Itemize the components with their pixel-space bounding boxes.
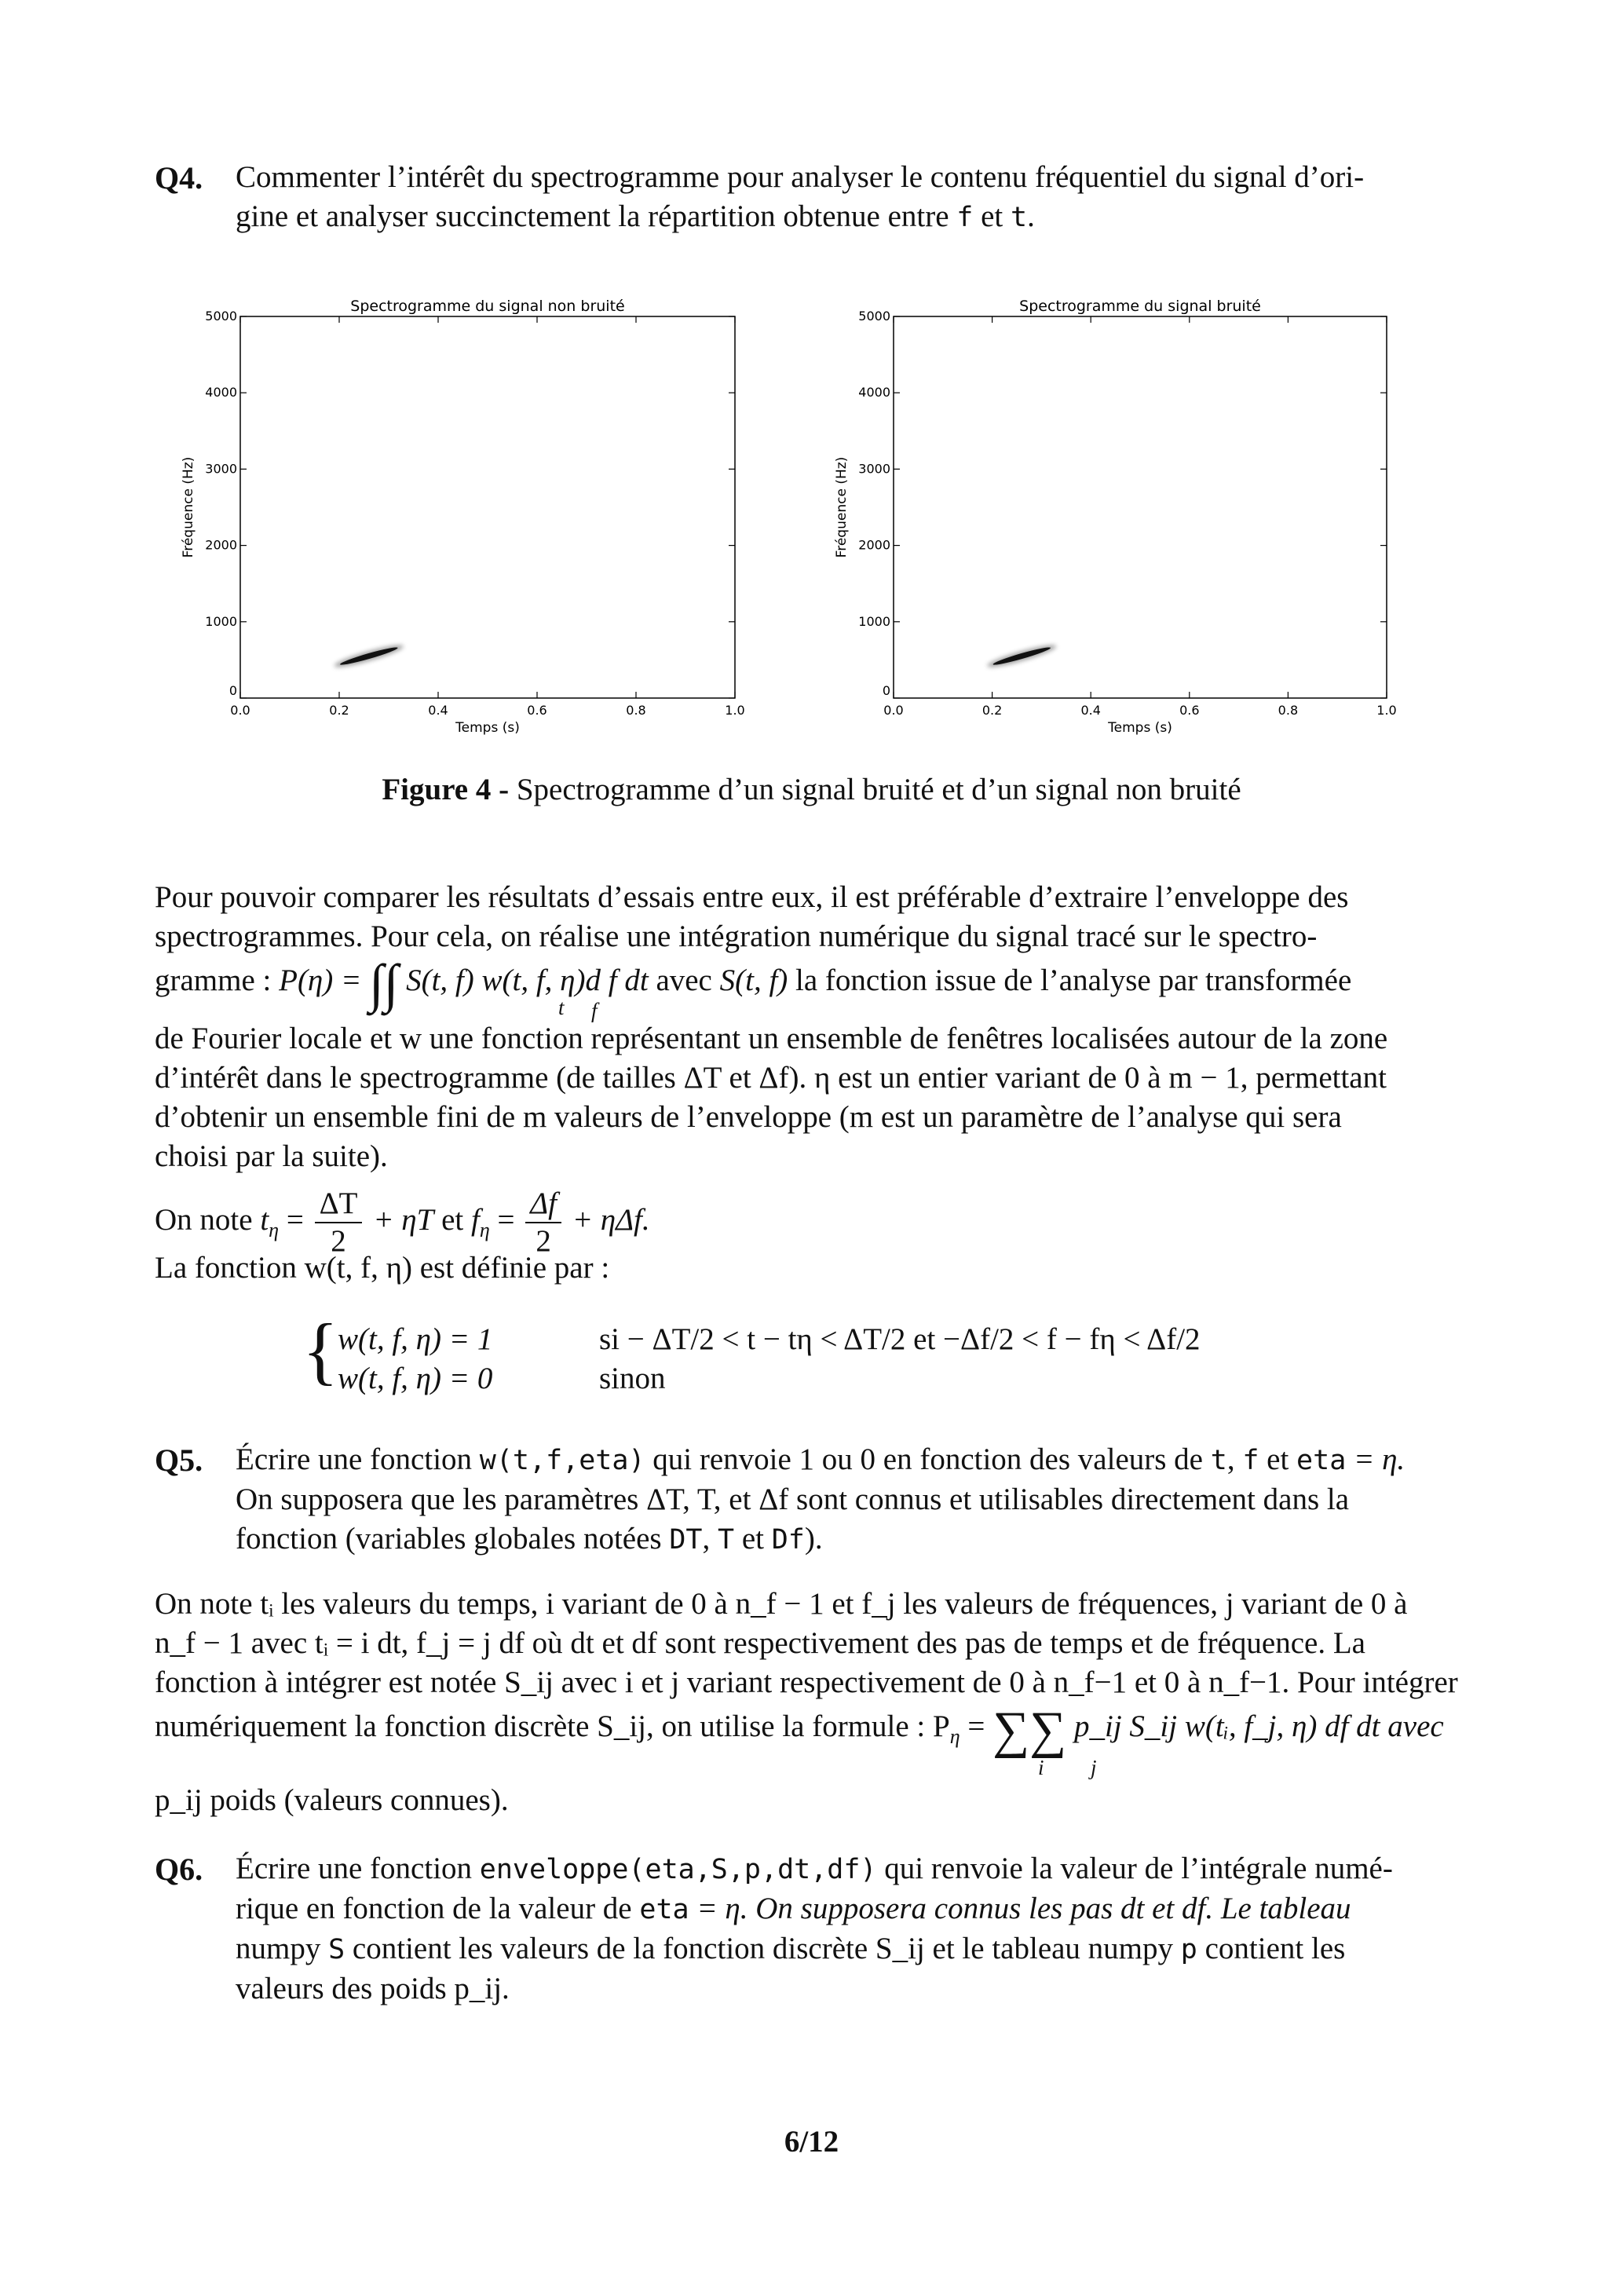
x-axis-label: Temps (s) xyxy=(455,720,520,736)
q6-line4: valeurs des poids p_ij. xyxy=(236,1972,510,2005)
y-tick-label: 5000 xyxy=(205,309,237,324)
plot-frame xyxy=(894,316,1387,698)
q6-line2: rique en fonction de la valeur de eta = η. On supposera connus les pas dt et df. Le tableau xyxy=(236,1892,1351,1925)
sum-index-i: i xyxy=(1038,1756,1044,1779)
p1-line7: choisi par la suite). xyxy=(155,1139,388,1173)
y-tick-label: 0 xyxy=(882,683,890,698)
left-brace: { xyxy=(302,1308,339,1392)
x-tick-label: 0.6 xyxy=(1179,703,1200,718)
p2-line4: numériquement la fonction discrète S_ij, on utilise la formule : $P_\eta$ = ∑∑ p_ij S_ij w(tᵢ, f_j, η) df dt avec i j xyxy=(155,1702,1444,1779)
p1-line6: d’obtenir un ensemble fini de m valeurs de l’enveloppe (m est un paramètre de l’analyse qui sera xyxy=(155,1100,1342,1134)
plot-frame xyxy=(240,316,735,698)
x-tick-label: 0.0 xyxy=(230,703,250,718)
case1-lhs: w(t, f, η) = 1 xyxy=(338,1322,493,1356)
fraction-df-over-2: $\frac{\Delta f}{2}$ xyxy=(525,1186,561,1260)
integral-limit-t: t xyxy=(558,996,565,1019)
paragraph-envelope xyxy=(155,878,1468,1176)
note-t-eta-f-eta: On note $t_\eta$ = $\frac{\Delta T}{2}$ + ηT et $f_\eta$ = $\frac{\Delta f}{2}$ + ηΔf. xyxy=(155,1186,650,1258)
question-number-q4: Q4. xyxy=(155,160,203,196)
y-tick-label: 1000 xyxy=(205,613,237,629)
p1-line2: spectrogrammes. Pour cela, on réalise une intégration numérique du signal tracé sur le spectro- xyxy=(155,919,1318,953)
sum-index-j: j xyxy=(1091,1756,1097,1779)
x-tick-label: 0.2 xyxy=(329,703,349,718)
y-tick-label: 3000 xyxy=(858,461,890,477)
x-tick-label: 1.0 xyxy=(725,703,745,718)
case1-rhs: si − ΔT/2 < t − tη < ΔT/2 et −Δf/2 < f − fη < Δf/2 xyxy=(599,1322,1201,1356)
y-tick-label: 2000 xyxy=(858,537,890,553)
x-tick-label: 0.0 xyxy=(883,703,904,718)
q6-line1: Écrire une fonction enveloppe(eta,S,p,dt,df) qui renvoie la valeur de l’intégrale numé- xyxy=(236,1852,1393,1885)
case2-rhs: sinon xyxy=(599,1362,666,1395)
paragraph-discrete-integration xyxy=(155,1585,1468,1820)
q4-line1: Commenter l’intérêt du spectrogramme pour analyser le contenu fréquentiel du signal d’ori- xyxy=(236,160,1365,194)
p1-line1: Pour pouvoir comparer les résultats d’essais entre eux, il est préférable d’extraire l’enveloppe des xyxy=(155,880,1349,914)
p1-line4: de Fourier locale et w une fonction représentant un ensemble de fenêtres localisées autour de la zone xyxy=(155,1022,1388,1055)
x-tick-label: 0.8 xyxy=(626,703,646,718)
spectrogram-non-noisy xyxy=(181,298,745,736)
w-definition-intro: La fonction w(t, f, η) est définie par : xyxy=(155,1251,610,1285)
figure-4-spectrograms xyxy=(0,0,1623,754)
p2-line2: n_f − 1 avec tᵢ = i dt, f_j = j df où dt et df sont respectivement des pas de temps et de fréquence. La xyxy=(155,1626,1365,1660)
question-number-q5: Q5. xyxy=(155,1442,203,1478)
x-tick-label: 0.4 xyxy=(1080,703,1101,718)
p2-line3: fonction à intégrer est notée S_ij avec i et j variant respectivement de 0 à n_f−1 et 0 à n_f−1. Pour intégrer xyxy=(155,1665,1458,1699)
question-q6 xyxy=(236,1849,1468,2009)
x-tick-label: 0.6 xyxy=(527,703,547,718)
q5-line2: On supposera que les paramètres ΔT, T, et Δf sont connus et utilisables directement dans la xyxy=(236,1483,1350,1516)
chart-title: Spectrogramme du signal bruité xyxy=(1019,298,1261,315)
x-tick-label: 0.8 xyxy=(1278,703,1299,718)
integral-limit-f: f xyxy=(591,999,598,1022)
q6-line3: numpy S contient les valeurs de la fonction discrète S_ij et le tableau numpy p contient les xyxy=(236,1932,1346,1965)
double-integral-sign: ∫∫ xyxy=(369,953,399,1013)
y-axis-label: Fréquence (Hz) xyxy=(181,456,196,558)
y-tick-label: 4000 xyxy=(858,385,890,400)
question-q5 xyxy=(236,1440,1468,1559)
y-tick-label: 1000 xyxy=(858,613,890,629)
figure-4-caption: Figure 4 - Spectrogramme d’un signal bruité et d’un signal non bruité xyxy=(382,773,1241,806)
double-sum-sign: ∑∑ xyxy=(992,1702,1067,1759)
p2-line5: p_ij poids (valeurs connues). xyxy=(155,1783,509,1817)
x-tick-label: 1.0 xyxy=(1376,703,1397,718)
q4-line2: gine et analyser succinctement la répartition obtenue entre f et t. xyxy=(236,199,1035,233)
case2-lhs: w(t, f, η) = 0 xyxy=(338,1362,493,1395)
q5-line3: fonction (variables globales notées DT, T et Df). xyxy=(236,1522,823,1556)
y-tick-label: 5000 xyxy=(858,309,890,324)
y-tick-label: 0 xyxy=(228,683,237,698)
x-axis-label: Temps (s) xyxy=(1108,720,1172,736)
chart-title: Spectrogramme du signal non bruité xyxy=(350,298,625,315)
p2-line1: On note tᵢ les valeurs du temps, i variant de 0 à n_f − 1 et f_j les valeurs de fréquences, j variant de 0 à xyxy=(155,1587,1408,1621)
p1-line3: gramme : P(η) = ∫∫ S(t, f) w(t, f, η)d f dt avec S(t, f) la fonction issue de l’analyse par transformée t f xyxy=(155,953,1352,1022)
y-tick-label: 3000 xyxy=(205,461,237,477)
p1-line5: d’intérêt dans le spectrogramme (de tailles ΔT et Δf). η est un entier variant de 0 à m − 1, permettant xyxy=(155,1061,1387,1095)
y-axis-label: Fréquence (Hz) xyxy=(834,456,850,558)
y-tick-label: 2000 xyxy=(205,537,237,553)
page-number: 6/12 xyxy=(784,2125,839,2159)
spectrogram-noisy xyxy=(834,298,1397,736)
x-tick-label: 0.2 xyxy=(981,703,1003,718)
fraction-dT-over-2: $\frac{\Delta T}{2}$ xyxy=(315,1186,363,1260)
y-tick-label: 4000 xyxy=(205,385,237,400)
x-tick-label: 0.4 xyxy=(428,703,448,718)
question-number-q6: Q6. xyxy=(155,1852,203,1887)
q5-line1: Écrire une fonction w(t,f,eta) qui renvoie 1 ou 0 en fonction des valeurs de t, f et eta = η. xyxy=(236,1442,1406,1476)
